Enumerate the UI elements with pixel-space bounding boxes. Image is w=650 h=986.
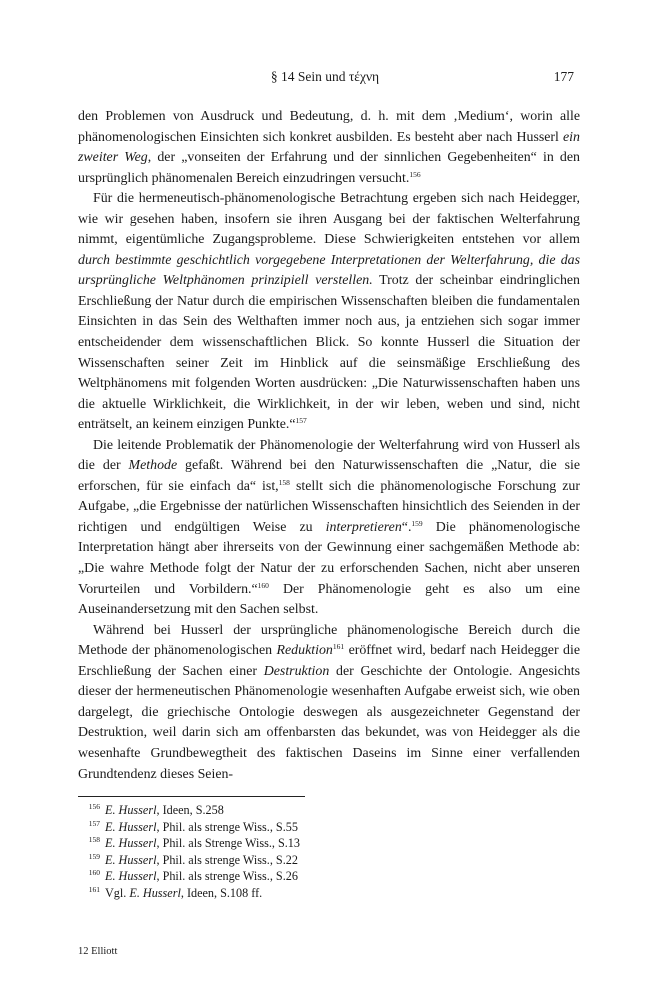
emphasis: durch bestimmte geschichtlich vorgegebene Interpretationen der Welterfahrung, die das ursprüngliche Weltphänomen prinzipiell verstellen. [78,252,580,289]
text-run: “. [401,519,412,535]
text-run: stellt sich die phänomenologische Forschung zur Aufgabe, „die Ergebnisse der natürlichen Wissenschaften hinsichtlich des Seienden in der richtigen und endgültigen Weise zu [78,478,580,535]
emphasis: Methode [128,458,178,474]
emphasis: Reduktion [276,643,333,659]
text-run: Die phänomenologische Interpretation hängt aber ihrerseits von der Gewinnung einer sachgemäßen Methode ab: „Die wahre Methode folgt der Natur der zu erforschenden Sachen, nicht aber unseren Vorurteilen und Vorbildern.“ [78,519,580,597]
footnote-author: E. Husserl [105,852,157,867]
printer-signature: 12 Elliott [78,946,118,957]
paragraph [78,436,580,621]
page-number: 177 [553,69,574,84]
footnote: 160 E. Husserl, Phil. als strenge Wiss., S.26 [88,868,298,884]
footnote-author: E. Husserl [105,836,157,851]
footnote: 158 E. Husserl, Phil. als Strenge Wiss., S.13 [88,835,300,851]
footnote-source: , Phil. als strenge Wiss., S.26 [156,869,298,884]
running-header [0,69,650,89]
paragraph [78,107,580,189]
footnote-source: , Ideen, S.258 [156,803,224,817]
footnote-prefix: Vgl. [105,885,130,900]
footnote-author: E. Husserl [105,869,157,884]
footnotes [78,802,558,902]
text-run: der Geschichte der Ontologie. Angesichts dieser der hermeneutischen Phänomenologie wesenhaften Aufgabe erweist sich, wie oben dargelegt, die griechische Ontologie deswegen als ausgezeichneter Gegenstand der Destruktion, weil darin sich am offenbarsten das bekundet, was von Heidegger als die wesenhafte Grundbewegtheit des faktischen Daseins im Sinne einer verfallenden Grundtendenz dieses Seien- [78,663,580,782]
footnote-source: , Phil. als strenge Wiss., S.22 [156,852,298,867]
footnote-ref: 159 [411,518,423,528]
text-run: Trotz der scheinbar eindringlichen Erschließung der Natur durch die empirischen Wissenschaften bleiben die fundamentalen Einsichten in das Sein des Welthaften immer noch aus, ja entziehen sich sogar immer entscheidender dem wissenschaftlichen Blick. So konnte Husserl die Situation der Wissenschaften seiner Zeit im Hinblick auf die seinsmäßige Erschließung des Weltphänomens mit folgenden Worten ausdrücken: „Die Naturwissenschaften haben uns die aktuelle Wirklichkeit, die Wirklichkeit, in der wir leben, weben und sind, nicht enträtselt, an keinem einzigen Punkte.“ [78,273,581,433]
footnote-author: E. Husserl [105,803,157,817]
emphasis: interpretieren [325,519,402,535]
paragraph [78,621,580,785]
paragraph [78,189,580,436]
running-title: § 14 Sein und τέχνη [270,69,380,84]
footnote-ref: 158 [278,477,290,487]
footnote-source: , Phil. als Strenge Wiss., S.13 [156,836,300,851]
footnote: 156 E. Husserl, Ideen, S.258 [88,802,224,817]
text-run: , der „vonseiten der Erfahrung und der sinnlichen Gegebenheiten“ in den ursprünglich phänomenalen Bereich einzudringen versucht. [78,150,580,186]
footnote-ref: 161 [332,642,345,652]
text-run: Der Phänomenologie geht es also um eine Auseinandersetzung mit den Sachen selbst. [78,581,581,618]
text-run: den Problemen von Ausdruck und Bedeutung, d. h. mit dem ‚Medium‘, worin alle phänomenologischen Einsichten sich konkret ausbilden. Es besteht aber nach Husserl [78,109,580,145]
footnote-source: , Phil. als strenge Wiss., S.55 [156,819,298,834]
footnote-separator [78,796,305,797]
text-run: Die leitende Problematik der Phänomenologie der Welterfahrung wird von Husserl als die der [78,437,580,474]
footnote: 157 E. Husserl, Phil. als strenge Wiss., S.55 [88,818,298,834]
text-run: eröffnet wird, bedarf nach Heidegger die Erschließung der Sachen einer [78,643,580,679]
main-text [78,107,580,785]
text-run: Während bei Husserl der ursprüngliche phänomenologische Bereich durch die Methode der phänomenologischen [78,622,580,659]
footnote-author: E. Husserl [105,819,157,834]
footnote: 159 E. Husserl, Phil. als strenge Wiss., S.22 [88,851,298,867]
emphasis: ein zweiter Weg [78,129,580,166]
footnote: 161 Vgl. E. Husserl, Ideen, S.108 ff. [88,884,263,900]
footnote-ref: 160 [257,580,269,590]
text-run: gefaßt. Während bei den Naturwissenschaften die „Natur, die sie erforschen, für sie einfach da“ ist, [78,458,580,494]
footnote-source: , Ideen, S.108 ff. [180,885,263,900]
text-run: Für die hermeneutisch-phänomenologische Betrachtung ergeben sich nach Heidegger, wie wir gesehen haben, insofern sie ihren Ausgang bei der faktischen Welterfahrung nimmt, eigentümliche Zugangsprobleme. Diese Schwierigkeiten entstehen vor allem [78,191,580,248]
emphasis: Destruktion [263,663,330,679]
footnote-author: E. Husserl [129,885,181,900]
footnote-ref: 157 [295,416,307,426]
footnote-ref: 156 [409,169,421,179]
